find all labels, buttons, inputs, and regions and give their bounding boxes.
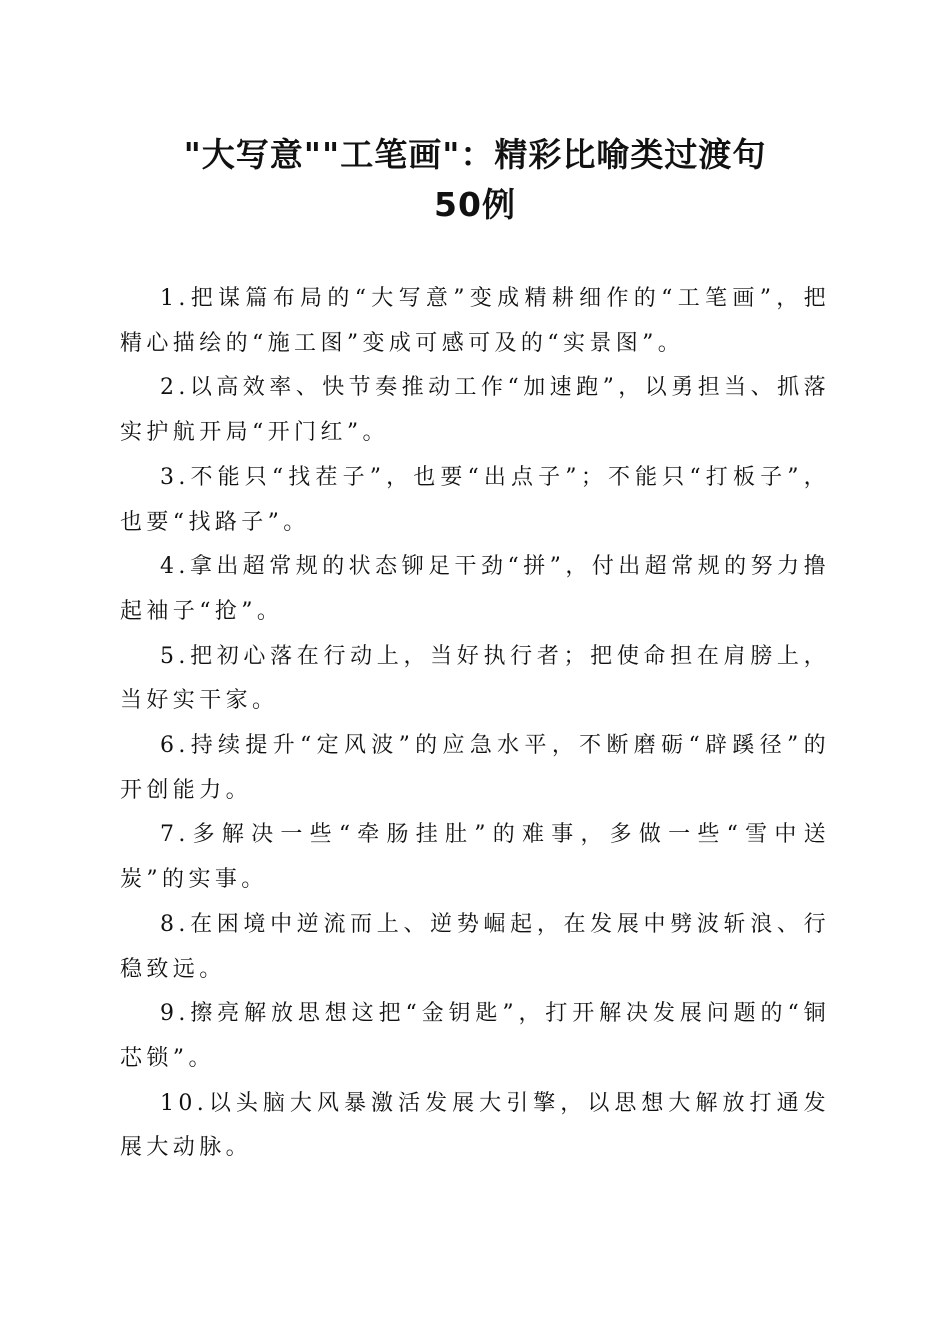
list-item: 4.拿出超常规的状态铆足干劲“拼”，付出超常规的努力撸起袖子“抢”。 (120, 554, 830, 624)
title-line-2: 50例 (434, 185, 516, 224)
list-item: 8.在困境中逆流而上、逆势崛起，在发展中劈波斩浪、行稳致远。 (120, 911, 830, 982)
list-item: 10.以头脑大风暴激活发展大引擎，以思想大解放打通发展大动脉。 (120, 1090, 830, 1161)
list-item: 1.把谋篇布局的“大写意”变成精耕细作的“工笔画”，把精心描绘的“施工图”变成可感可及的“实景图”。 (120, 286, 830, 356)
list-item: 6.持续提升“定风波”的应急水平，不断磨砺“辟蹊径”的开创能力。 (120, 733, 830, 803)
list-item: 3.不能只“找茬子”，也要“出点子”；不能只“打板子”，也要“找路子”。 (120, 464, 830, 535)
title-line-1: "大写意""工笔画"：精彩比喻类过渡句 (183, 135, 767, 174)
list-item: 2.以高效率、快节奏推动工作“加速跑”，以勇担当、抓落实护航开局“开门红”。 (120, 375, 830, 446)
list-item: 7.多解决一些“牵肠挂肚”的难事，多做一些“雪中送炭”的实事。 (120, 822, 830, 893)
sentence-list (120, 277, 830, 1171)
document-title (120, 130, 830, 230)
list-item: 9.擦亮解放思想这把“金钥匙”，打开解决发展问题的“铜芯锁”。 (120, 1001, 830, 1071)
list-item: 5.把初心落在行动上，当好执行者；把使命担在肩膀上，当好实干家。 (120, 643, 830, 714)
